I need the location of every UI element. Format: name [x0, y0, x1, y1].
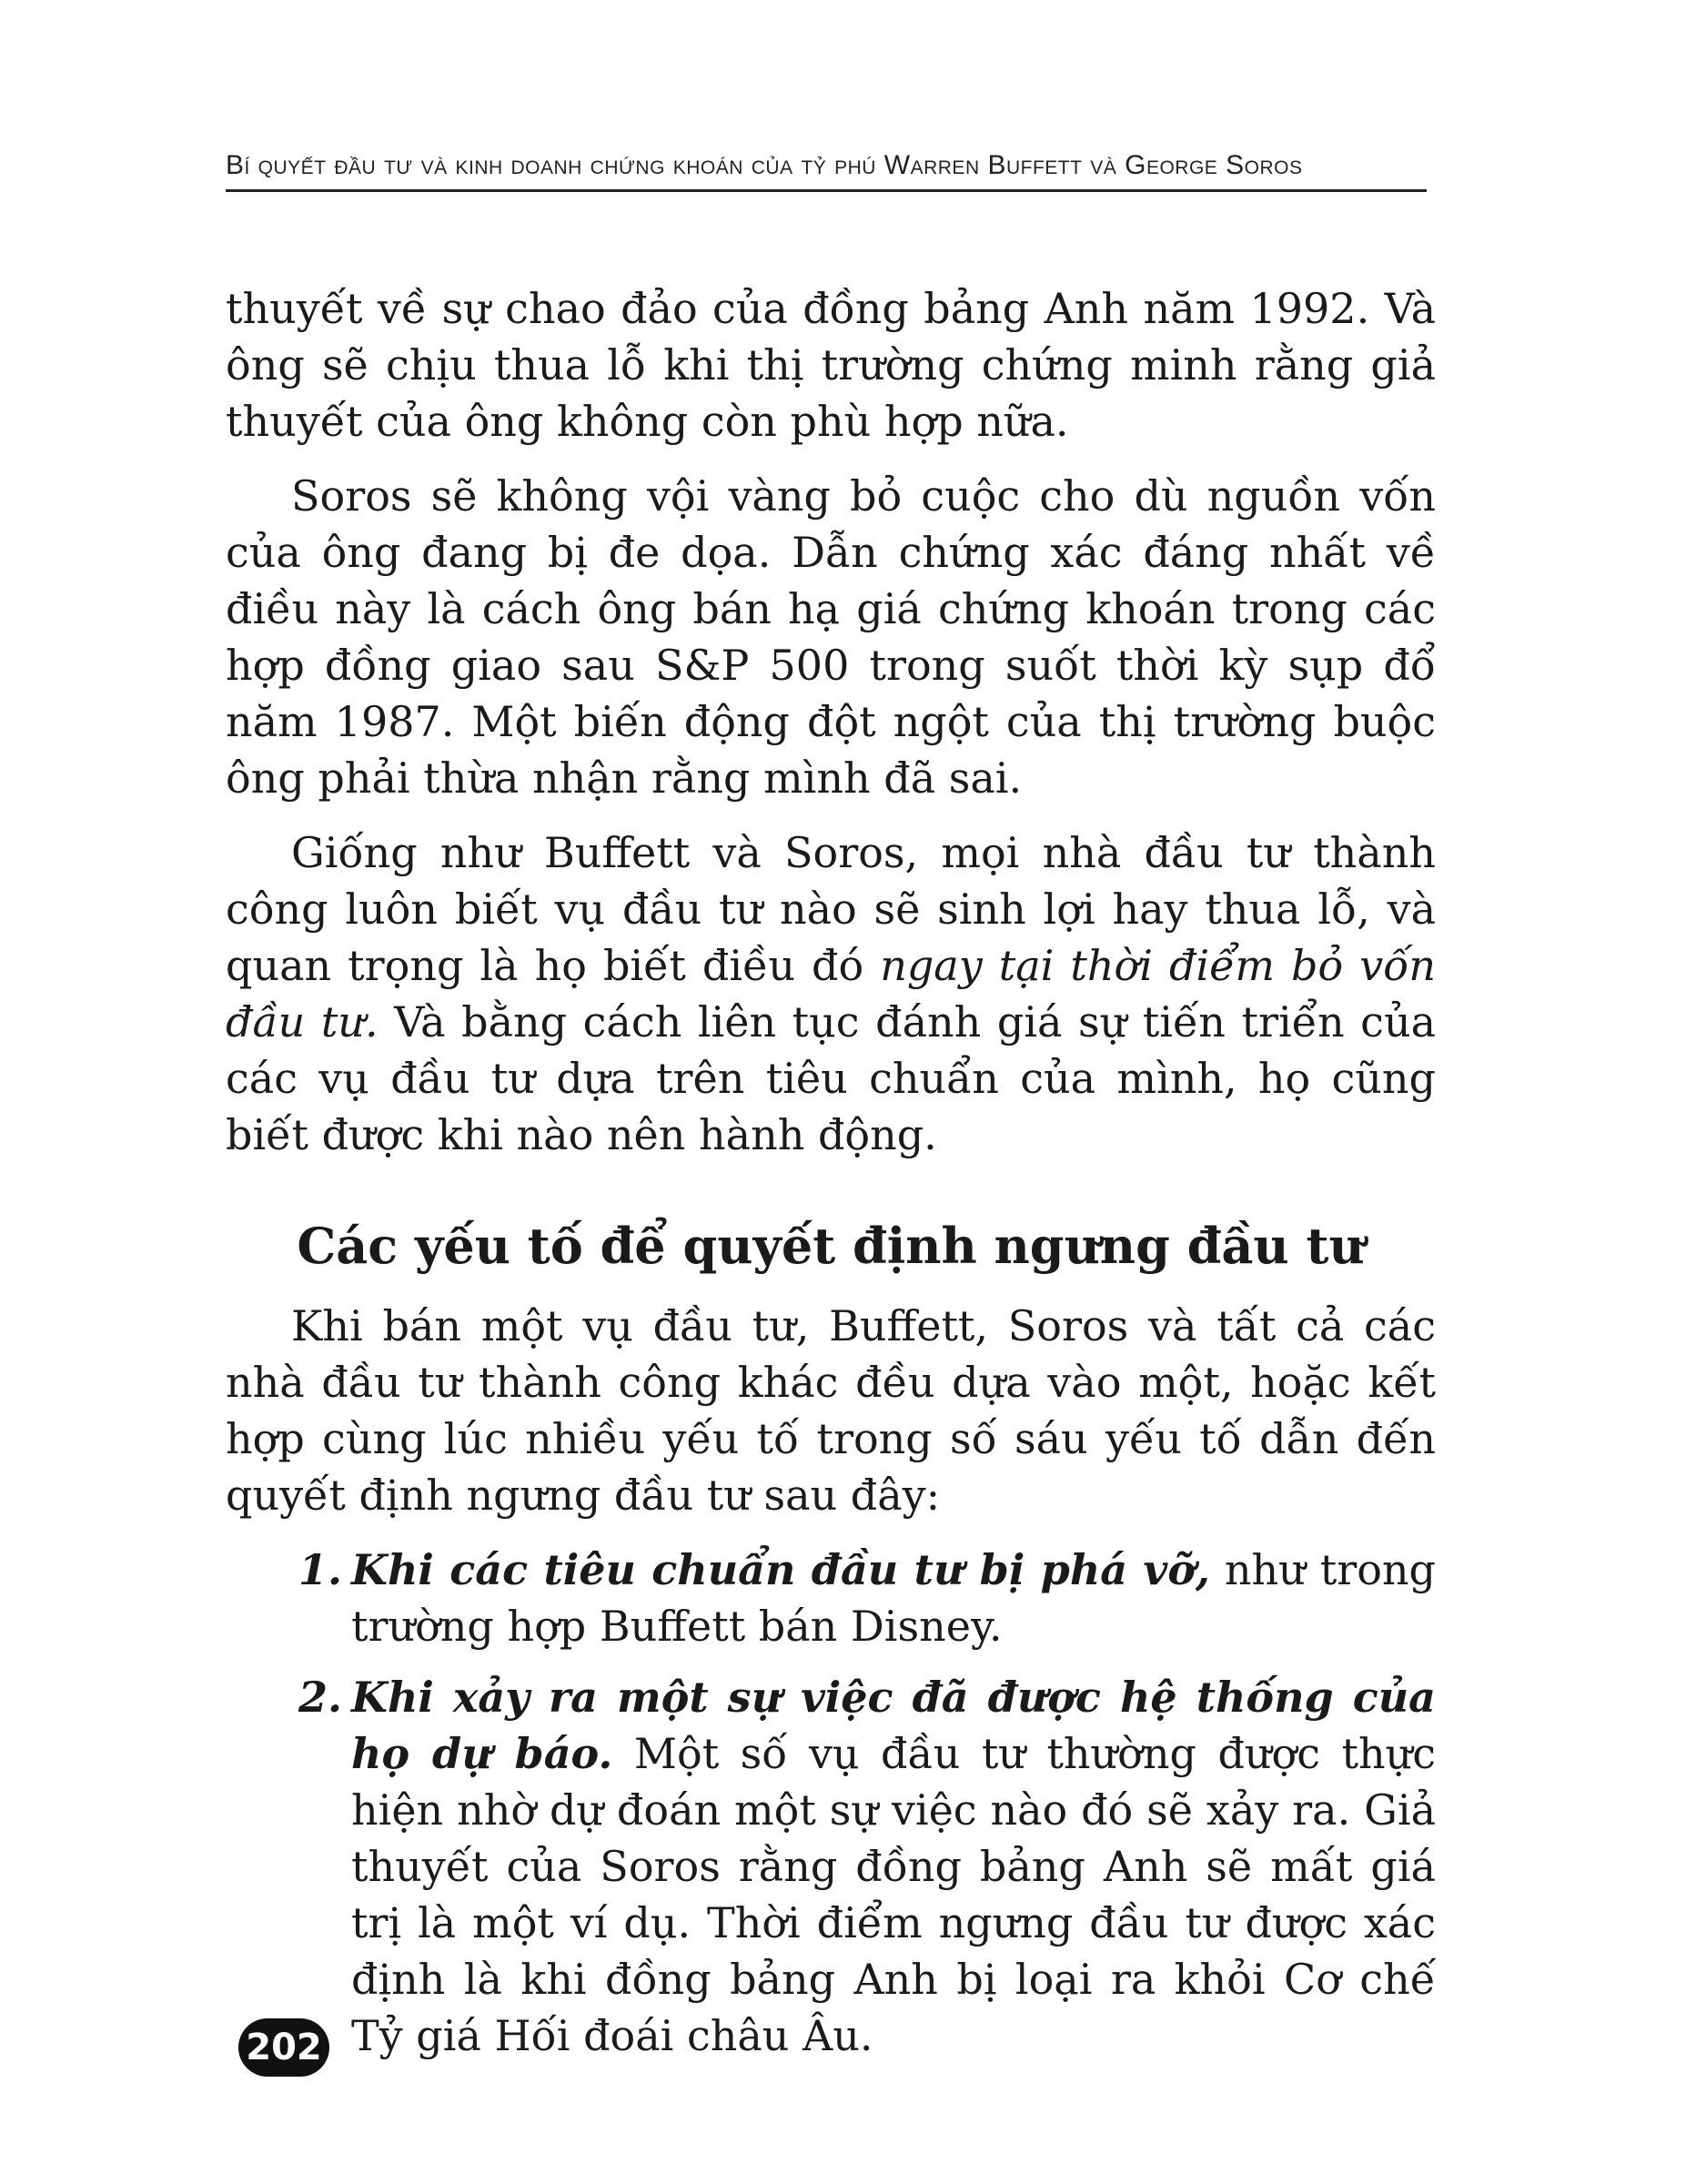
list-item-lead: Khi xảy ra một sự việc đã được hệ thống của họ dự báo.: [351, 1673, 1436, 1778]
paragraph-2: Soros sẽ không vội vàng bỏ cuộc cho dù nguồn vốn của ông đang bị đe dọa. Dẫn chứng xác đáng nhất về điều này là cách ông bán hạ giá chứng khoán trong các hợp đồng giao sau S&P 500 trong suốt thời kỳ sụp đổ năm 1987. Một biến động đột ngột của thị trường buộc ông phải thừa nhận rằng mình đã sai.: [226, 471, 1436, 803]
list-item: [298, 1669, 1436, 2064]
list-item: [298, 1542, 1436, 1654]
page-body: [226, 280, 1436, 2078]
list-item-text: như trong trường hợp Buffett bán Disney.: [351, 1545, 1436, 1651]
list-item-number: 1.: [298, 1545, 343, 1594]
paragraph-3-text-a: Giống như Buffett và Soros, mọi nhà đầu tư thành công luôn biết vụ đầu tư nào sẽ sinh lợi hay thua lỗ, và quan trọng là họ biết điều đó: [226, 828, 1436, 990]
list-item-lead: Khi các tiêu chuẩn đầu tư bị phá vỡ,: [351, 1545, 1210, 1594]
running-header: Bí quyết đầu tư và kinh doanh chứng khoán của tỷ phú Warren Buffett và George Soros: [226, 150, 1303, 180]
header-divider: [226, 189, 1427, 192]
list-item-body: [351, 1669, 1436, 2064]
paragraph-1: thuyết về sự chao đảo của đồng bảng Anh năm 1992. Và ông sẽ chịu thua lỗ khi thị trường chứng minh rằng giả thuyết của ông không còn phù hợp nữa.: [226, 284, 1436, 446]
list-item-number: 2.: [298, 1673, 343, 1722]
page-number: 202: [238, 2018, 329, 2077]
list-item-text: Một số vụ đầu tư thường được thực hiện nhờ dự đoán một sự việc nào đó sẽ xảy ra. Giả thuyết của Soros rằng đồng bảng Anh sẽ mất giá trị là một ví dụ. Thời điểm ngưng đầu tư được xác định là khi đồng bảng Anh bị loại ra khỏi Cơ chế Tỷ giá Hối đoái châu Âu.: [351, 1729, 1436, 2060]
section-heading: Các yếu tố để quyết định ngưng đầu tư: [297, 1217, 1365, 1275]
paragraph-3-text-b: Và bằng cách liên tục đánh giá sự tiến triển của các vụ đầu tư dựa trên tiêu chuẩn của mình, họ cũng biết được khi nào nên hành động.: [226, 997, 1436, 1159]
list-item-body: [351, 1542, 1436, 1654]
section-intro: Khi bán một vụ đầu tư, Buffett, Soros và tất cả các nhà đầu tư thành công khác đều dựa vào một, hoặc kết hợp cùng lúc nhiều yếu tố trong số sáu yếu tố dẫn đến quyết định ngưng đầu tư sau đây:: [226, 1301, 1436, 1520]
paragraph-3-emphasis: ngay tại thời điểm bỏ vốn đầu tư.: [226, 941, 1436, 1046]
paragraph-3: [226, 824, 1436, 1163]
